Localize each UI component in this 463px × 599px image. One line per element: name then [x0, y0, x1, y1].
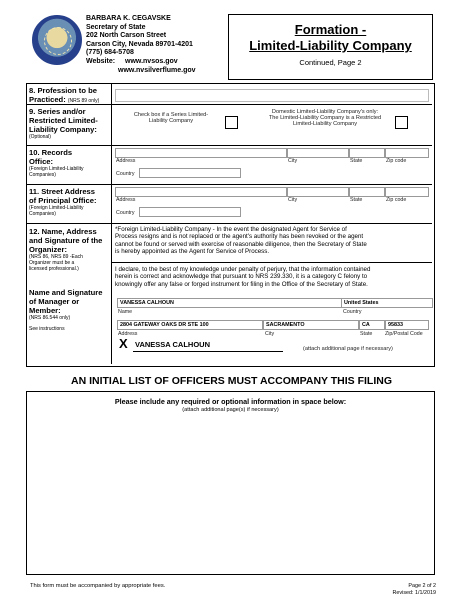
- series-llc-checkbox[interactable]: [225, 116, 238, 129]
- website-label: Website:: [86, 57, 116, 65]
- organizer-note-line3: licensed professional.): [29, 266, 79, 272]
- series-label: [29, 107, 98, 140]
- form-frame: [26, 83, 435, 367]
- principal-address-input[interactable]: [115, 187, 287, 197]
- series-label-line3: Liability Company:: [29, 125, 97, 134]
- column-divider: [111, 84, 112, 364]
- organizer-label-line3: Organizer:: [29, 245, 67, 254]
- profession-label: [29, 86, 99, 104]
- profession-label-line2: [29, 95, 99, 104]
- records-zip-caption: Zip code: [386, 158, 407, 164]
- organizer-signature[interactable]: VANESSA CALHOUN: [135, 340, 211, 349]
- organizer-state-input[interactable]: CA: [359, 320, 385, 330]
- row-sep: [27, 104, 432, 105]
- restricted-option-text: [255, 109, 395, 127]
- officers-banner: AN INITIAL LIST OF OFFICERS MUST ACCOMPANY THIS FILING: [70, 375, 393, 387]
- records-country-caption: Country: [116, 171, 135, 177]
- agent-notice-line3: cannot be found or served with exercise of reasonable diligence, then the Secretary of State: [115, 240, 367, 248]
- restricted-llc-checkbox[interactable]: [395, 116, 408, 129]
- series-option-line2: Liability Company: [148, 118, 194, 124]
- organizer-name-input[interactable]: VANESSA CALHOUN: [117, 298, 343, 308]
- nevada-state-seal-icon: [32, 15, 82, 65]
- organizer-country-caption: Country: [343, 309, 362, 315]
- series-label-line1: 9. Series and/or: [29, 107, 86, 116]
- signature-line: [133, 351, 283, 352]
- row-sep: [27, 223, 432, 224]
- manager-label: [29, 288, 102, 332]
- records-zip-input[interactable]: [385, 148, 429, 158]
- profession-label-line1: 8. Profession to be: [29, 86, 97, 95]
- profession-input[interactable]: [115, 89, 429, 102]
- form-title-line2: Limited-Liability Company: [249, 38, 412, 53]
- series-optional-note: (Optional): [29, 134, 51, 140]
- principal-city-input[interactable]: [287, 187, 349, 197]
- records-note-line2: Companies): [29, 172, 56, 178]
- records-label-line1: 10. Records: [29, 148, 73, 157]
- principal-label-line2: of Principal Office:: [29, 196, 97, 205]
- organizer-address-input[interactable]: 2804 GATEWAY OAKS DR STE 100: [117, 320, 263, 330]
- organizer-label-line2: and Signature of the: [29, 236, 103, 245]
- profession-note: (NRS 89 only): [67, 98, 100, 104]
- restricted-option-line3: Limited-Liability Company: [292, 121, 358, 127]
- agent-notice-line2: Process resigns and is not replaced or the agent's authority has been revoked or the agent: [115, 233, 364, 241]
- principal-address-caption: Address: [116, 197, 136, 203]
- page-continued: Continued, Page 2: [299, 58, 362, 67]
- website-link-2[interactable]: www.nvsilverflume.gov: [118, 66, 196, 74]
- records-office-label: [29, 148, 83, 178]
- additional-info-box[interactable]: [26, 391, 435, 575]
- organizer-country-input[interactable]: United States: [341, 298, 433, 308]
- declaration-paragraph: [115, 266, 431, 288]
- street-address: 202 North Carson Street: [86, 32, 167, 40]
- organizer-label-line1: 12. Name, Address: [29, 227, 97, 236]
- records-country-input[interactable]: [139, 168, 241, 178]
- form-title-line1: Formation -: [294, 22, 367, 37]
- manager-label-line2: of Manager or: [29, 297, 80, 306]
- organizer-state-caption: State: [360, 331, 373, 337]
- principal-state-caption: State: [350, 197, 363, 203]
- organizer-city-caption: City: [265, 331, 275, 337]
- agent-notice-line4: is hereby appointed as the Agent for Service of Process.: [115, 248, 270, 256]
- principal-country-caption: Country: [116, 210, 135, 216]
- series-label-line2: Restricted Limited-: [29, 116, 98, 125]
- row-sep: [111, 262, 432, 263]
- principal-country-input[interactable]: [139, 207, 241, 217]
- records-state-input[interactable]: [349, 148, 385, 158]
- website-link-1[interactable]: www.nvsos.gov: [125, 57, 178, 65]
- principal-zip-caption: Zip code: [386, 197, 407, 203]
- records-label-line2: Office:: [29, 157, 54, 166]
- organizer-note-line1: (NRS 86, NRS 89 -Each: [29, 254, 83, 260]
- additional-info-note: (attach additional page(s) if necessary): [182, 407, 279, 413]
- fee-notice: This form must be accompanied by appropriate fees.: [30, 583, 166, 589]
- records-state-caption: State: [350, 158, 363, 164]
- attach-page-note: (attach additional page if necessary): [303, 346, 393, 352]
- records-city-caption: City: [288, 158, 298, 164]
- organizer-address-caption: Address: [118, 331, 138, 337]
- manager-label-line1: Name and Signature: [29, 288, 103, 297]
- organizer-note-line2: Organizer must be a: [29, 260, 75, 266]
- secretary-name: BARBARA K. CEGAVSKE: [86, 15, 171, 22]
- records-address-caption: Address: [116, 158, 136, 164]
- principal-note-line2: Companies): [29, 211, 56, 217]
- row-sep: [27, 184, 432, 185]
- page-number: Page 2 of 2: [408, 583, 436, 589]
- principal-state-input[interactable]: [349, 187, 385, 197]
- principal-office-label: [29, 187, 97, 217]
- principal-note-line1: (Foreign Limited-Liability: [29, 205, 84, 211]
- additional-info-title: Please include any required or optional information in space below:: [114, 397, 347, 406]
- form-title-box: [228, 14, 433, 80]
- secretary-office: Secretary of State: [86, 23, 146, 31]
- agent-notice-line1: *Foreign Limited-Liability Company - In the event the designated Agent for Service of: [115, 226, 347, 233]
- phone-number: (775) 684-5708: [86, 49, 134, 57]
- records-address-input[interactable]: [115, 148, 287, 158]
- city-address: Carson City, Nevada 89701-4201: [86, 40, 193, 48]
- series-option-text: [125, 112, 217, 124]
- restricted-option-line2: The Limited-Liability Company is a Restricted: [268, 115, 382, 121]
- agent-notice-paragraph: [115, 226, 431, 256]
- organizer-name-caption: Name: [118, 309, 133, 315]
- organizer-zip-caption: Zip/Postal Code: [385, 331, 423, 337]
- manager-note: (NRS 86.544 only): [29, 315, 71, 321]
- profession-label-text: Practiced:: [29, 95, 66, 104]
- website-line: [86, 58, 196, 67]
- row-sep: [27, 145, 432, 146]
- organizer-city-input[interactable]: SACRAMENTO: [263, 320, 359, 330]
- principal-city-caption: City: [288, 197, 298, 203]
- revision-date: Revised: 1/1/2019: [392, 590, 436, 596]
- principal-label-line1: 11. Street Address: [29, 187, 95, 196]
- organizer-zip-input[interactable]: 95833: [385, 320, 429, 330]
- declaration-line1: I declare, to the best of my knowledge under penalty of perjury, that the information contained: [115, 266, 371, 273]
- records-city-input[interactable]: [287, 148, 349, 158]
- records-note-line1: (Foreign Limited-Liability: [29, 166, 84, 172]
- signature-x-mark: X: [119, 336, 128, 351]
- declaration-line2: herein is correct and acknowledge that pursuant to NRS 239.330, it is a category C felony to: [115, 273, 368, 281]
- manager-label-line3: Member:: [29, 306, 61, 315]
- principal-zip-input[interactable]: [385, 187, 429, 197]
- restricted-option-line1: Domestic Limited-Liability Company's only:: [271, 109, 379, 115]
- series-option-line1: Check box if a Series Limited-: [133, 112, 209, 118]
- agency-header: [86, 15, 196, 75]
- declaration-line3: knowingly offer any false or forged instrument for filing in the Office of the Secretary of State.: [115, 280, 368, 288]
- see-instructions-note: See instructions: [29, 326, 65, 332]
- organizer-label: [29, 227, 102, 272]
